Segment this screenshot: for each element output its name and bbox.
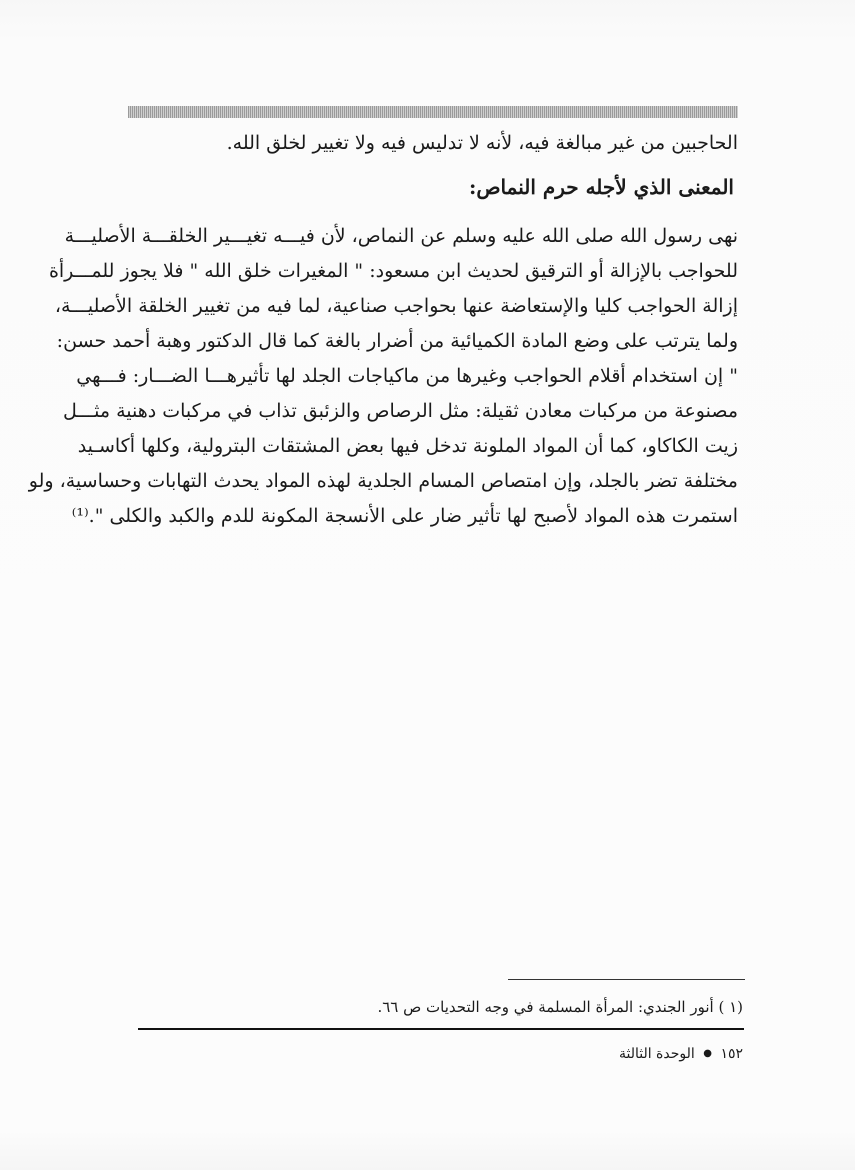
opening-line: الحاجبين من غير مبالغة فيه، لأنه لا تدليس فيه ولا تغيير لخلق الله.: [226, 132, 738, 154]
paragraph-line: إزالة الحواجب كليا والإستعاضة عنها بحواجب صناعية، لما فيه من تغيير الخلقة الأصليـــة،: [54, 295, 738, 317]
paragraph-line: زيت الكاكاو، كما أن المواد الملونة تدخل فيها بعض المشتقات البترولية، وكلها أكاسـيد: [77, 435, 738, 457]
section-heading: المعنى الذي لأجله حرم النماص:: [468, 175, 734, 199]
paragraph-line: استمرت هذه المواد لأصبح لها تأثير ضار على الأنسجة المكونة للدم والكبد والكلى ".⁽¹⁾: [71, 505, 738, 527]
paragraph-line: نهى رسول الله صلى الله عليه وسلم عن النماص، لأن فيـــه تغيـــير الخلقـــة الأصليـــة: [64, 225, 738, 247]
bullet-icon: ●: [703, 1048, 712, 1059]
body-text: [28, 126, 738, 534]
unit-title: الوحدة الثالثة: [618, 1046, 695, 1062]
paragraph-line: ولما يترتب على وضع المادة الكميائية من أضرار بالغة كما قال الدكتور وهبة أحمد حسن:: [56, 330, 738, 352]
header-band: [128, 106, 738, 118]
footnote-divider: [508, 979, 745, 980]
page-number: ١٥٢: [720, 1046, 743, 1062]
page-footer: [500, 1043, 743, 1065]
paragraph-line: مختلفة تضر بالجلد، وإن امتصاص المسام الجلدية لهذه المواد يحدث التهابات وحساسية، ولو: [28, 470, 738, 492]
paragraph-line: مصنوعة من مركبات معادن ثقيلة: مثل الرصاص والزئبق تذاب في مركبات دهنية مثـــل: [63, 400, 738, 422]
footnote: (١ ) أنور الجندي: المرأة المسلمة في وجه التحديات ص ٦٦.: [377, 998, 743, 1016]
paragraph-line: للحواجب بالإزالة أو الترقيق لحديث ابن مسعود: " المغيرات خلق الله " فلا يجوز للمـــرأة: [48, 260, 738, 282]
footer-divider: [138, 1028, 744, 1030]
paragraph-line: " إن استخدام أقلام الحواجب وغيرها من ماكياجات الجلد لها تأثيرهـــا الضـــار: فـــهي: [76, 365, 738, 387]
paragraph: [28, 219, 738, 534]
